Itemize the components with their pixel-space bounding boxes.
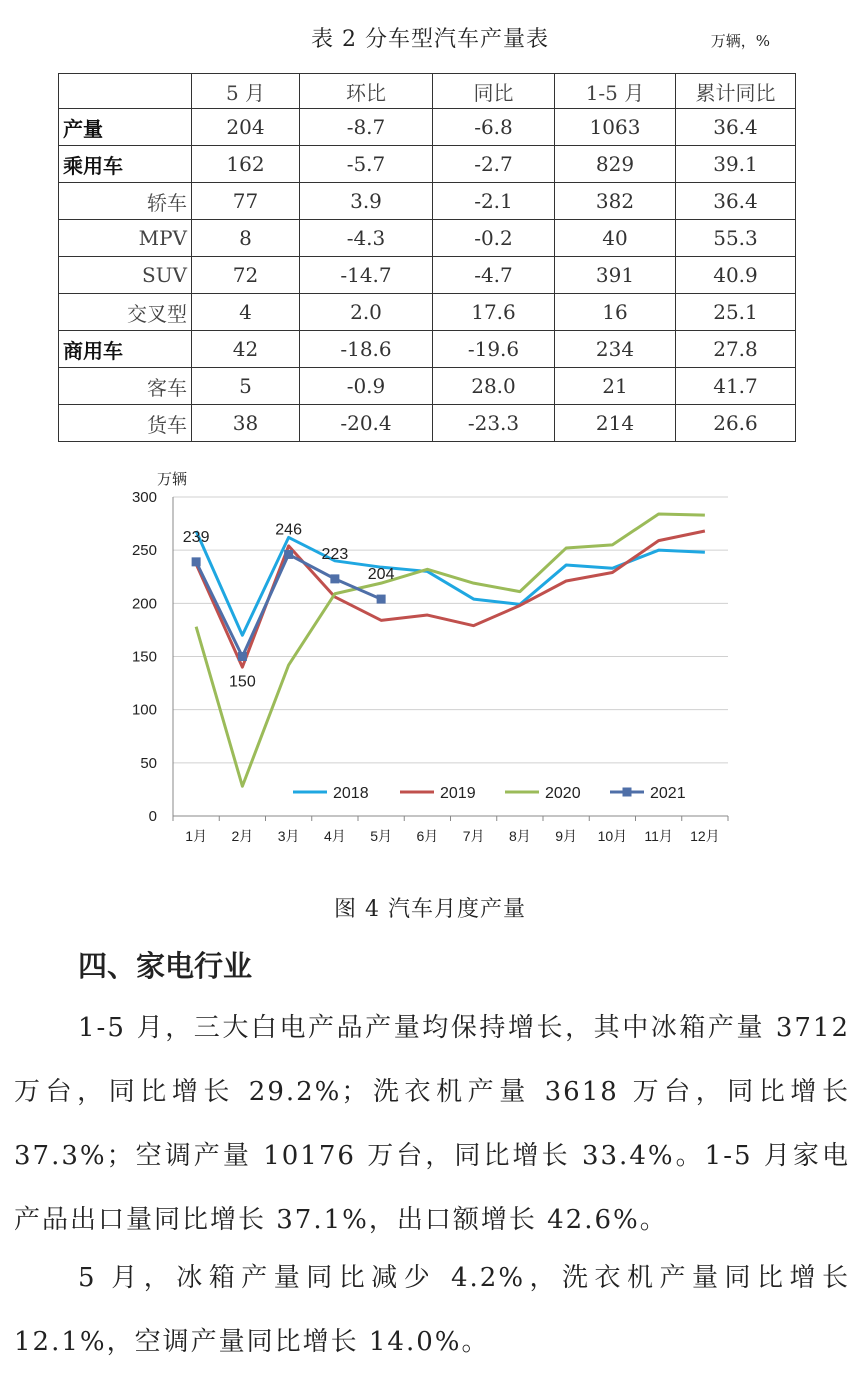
data-label: 223 [321,545,349,563]
y-tick-label: 250 [131,542,157,560]
x-tick-label: 6月 [416,828,439,844]
table-row [59,257,796,294]
table-row [59,368,796,405]
x-tick-label: 7月 [462,828,485,844]
paragraph-1-text: 1-5 月，三大白电产品产量均保持增长，其中冰箱产量 3712 万台，同比增长 29.2%；洗衣机产量 3618 万台，同比增长 37.3%；空调产量 10176 万台，同比增长 33.4%。1-5 月家电产品出口量同比增长 37.1%，出口额增长 42.6%。 [14,1013,850,1235]
table-cell: -4.3 [300,220,433,257]
y-axis-label: 万辆 [157,471,188,488]
table-row [59,146,796,183]
table-row [59,405,796,442]
table-cell: 36.4 [676,109,796,146]
data-point-2021 [192,557,201,566]
y-tick-label: 200 [131,595,157,613]
table-cell: -14.7 [300,257,433,294]
table-cell: 36.4 [676,183,796,220]
production-table [58,73,796,442]
table-header-cell: 1-5 月 [555,74,676,109]
table-cell: -0.2 [433,220,555,257]
x-tick-label: 9月 [555,828,578,844]
table-header-cell: 环比 [300,74,433,109]
x-tick-label: 4月 [323,828,346,844]
table-cell: 28.0 [433,368,555,405]
table-cell: 214 [555,405,676,442]
table-header-cell: 同比 [433,74,555,109]
series-line-2020 [196,514,705,786]
table-cell: -19.6 [433,331,555,368]
table-cell: 3.9 [300,183,433,220]
table-cell: -6.8 [433,109,555,146]
table-cell: 5 [192,368,300,405]
table-cell: -4.7 [433,257,555,294]
table-cell: 40 [555,220,676,257]
table-header-cell [59,74,192,109]
table-cell: 39.1 [676,146,796,183]
table-cell: 382 [555,183,676,220]
legend-label: 2021 [650,785,686,802]
legend-label: 2018 [333,785,369,802]
paragraph-2 [14,1246,850,1374]
monthly-production-chart [110,462,750,862]
table-header-cell: 累计同比 [676,74,796,109]
row-label: 商用车 [59,331,192,368]
data-point-2021 [377,595,386,604]
row-label: MPV [59,220,192,257]
table-cell: -5.7 [300,146,433,183]
table-cell: -18.6 [300,331,433,368]
x-tick-label: 5月 [370,828,393,844]
table-cell: -2.7 [433,146,555,183]
data-point-2021 [330,574,339,583]
table-cell: 25.1 [676,294,796,331]
table-cell: 391 [555,257,676,294]
table-header-cell: 5 月 [192,74,300,109]
row-label: 乘用车 [59,146,192,183]
table-row [59,109,796,146]
table-cell: 16 [555,294,676,331]
x-tick-label: 10月 [597,828,628,844]
row-label: 客车 [59,368,192,405]
y-tick-label: 100 [131,701,157,719]
x-tick-label: 8月 [508,828,531,844]
table-cell: 4 [192,294,300,331]
table-cell: 77 [192,183,300,220]
y-tick-label: 150 [131,648,157,666]
table-cell: 1063 [555,109,676,146]
table-caption: 表 2 分车型汽车产量表 [311,27,549,52]
table-cell: 162 [192,146,300,183]
table-cell: -20.4 [300,405,433,442]
table-cell: -23.3 [433,405,555,442]
data-label: 239 [182,528,210,546]
data-label: 150 [229,673,256,691]
x-tick-label: 1月 [185,828,208,844]
y-tick-label: 0 [148,808,157,825]
paragraph-2-text: 5 月，冰箱产量同比减少 4.2%，洗衣机产量同比增长 12.1%，空调产量同比增长 14.0%。 [14,1263,850,1357]
section-heading: 四、家电行业 [78,949,253,983]
table-cell: -2.1 [433,183,555,220]
x-tick-label: 3月 [277,828,300,844]
table-cell: 17.6 [433,294,555,331]
table-header-row [59,74,796,109]
row-label: 货车 [59,405,192,442]
legend-marker [623,788,632,797]
data-point-2021 [284,550,293,559]
table-cell: 55.3 [676,220,796,257]
x-tick-label: 11月 [644,828,673,844]
table-cell: 40.9 [676,257,796,294]
row-label: 产量 [59,109,192,146]
x-tick-label: 12月 [690,828,720,844]
paragraph-1 [14,996,850,1252]
table-cell: -0.9 [300,368,433,405]
data-label: 204 [367,566,395,584]
table-cell: 829 [555,146,676,183]
data-point-2021 [238,652,247,661]
table-cell: 21 [555,368,676,405]
table-cell: -8.7 [300,109,433,146]
y-tick-label: 50 [140,754,157,772]
legend-label: 2019 [440,785,476,802]
x-tick-label: 2月 [231,828,254,844]
table-cell: 26.6 [676,405,796,442]
table-row [59,331,796,368]
table-cell: 38 [192,405,300,442]
table-cell: 234 [555,331,676,368]
table-cell: 2.0 [300,294,433,331]
series-line-2019 [196,531,705,667]
table-cell: 27.8 [676,331,796,368]
row-label: SUV [59,257,192,294]
figure-caption: 图 4 汽车月度产量 [334,897,526,922]
table-cell: 72 [192,257,300,294]
y-tick-label: 300 [131,489,157,506]
row-label: 轿车 [59,183,192,220]
table-cell: 8 [192,220,300,257]
table-unit: 万辆，% [710,32,770,50]
table-cell: 41.7 [676,368,796,405]
table-cell: 42 [192,331,300,368]
table-row [59,220,796,257]
legend-label: 2020 [545,785,581,802]
row-label: 交叉型 [59,294,192,331]
table-cell: 204 [192,109,300,146]
table-row [59,183,796,220]
data-label: 246 [275,521,302,539]
table-row [59,294,796,331]
